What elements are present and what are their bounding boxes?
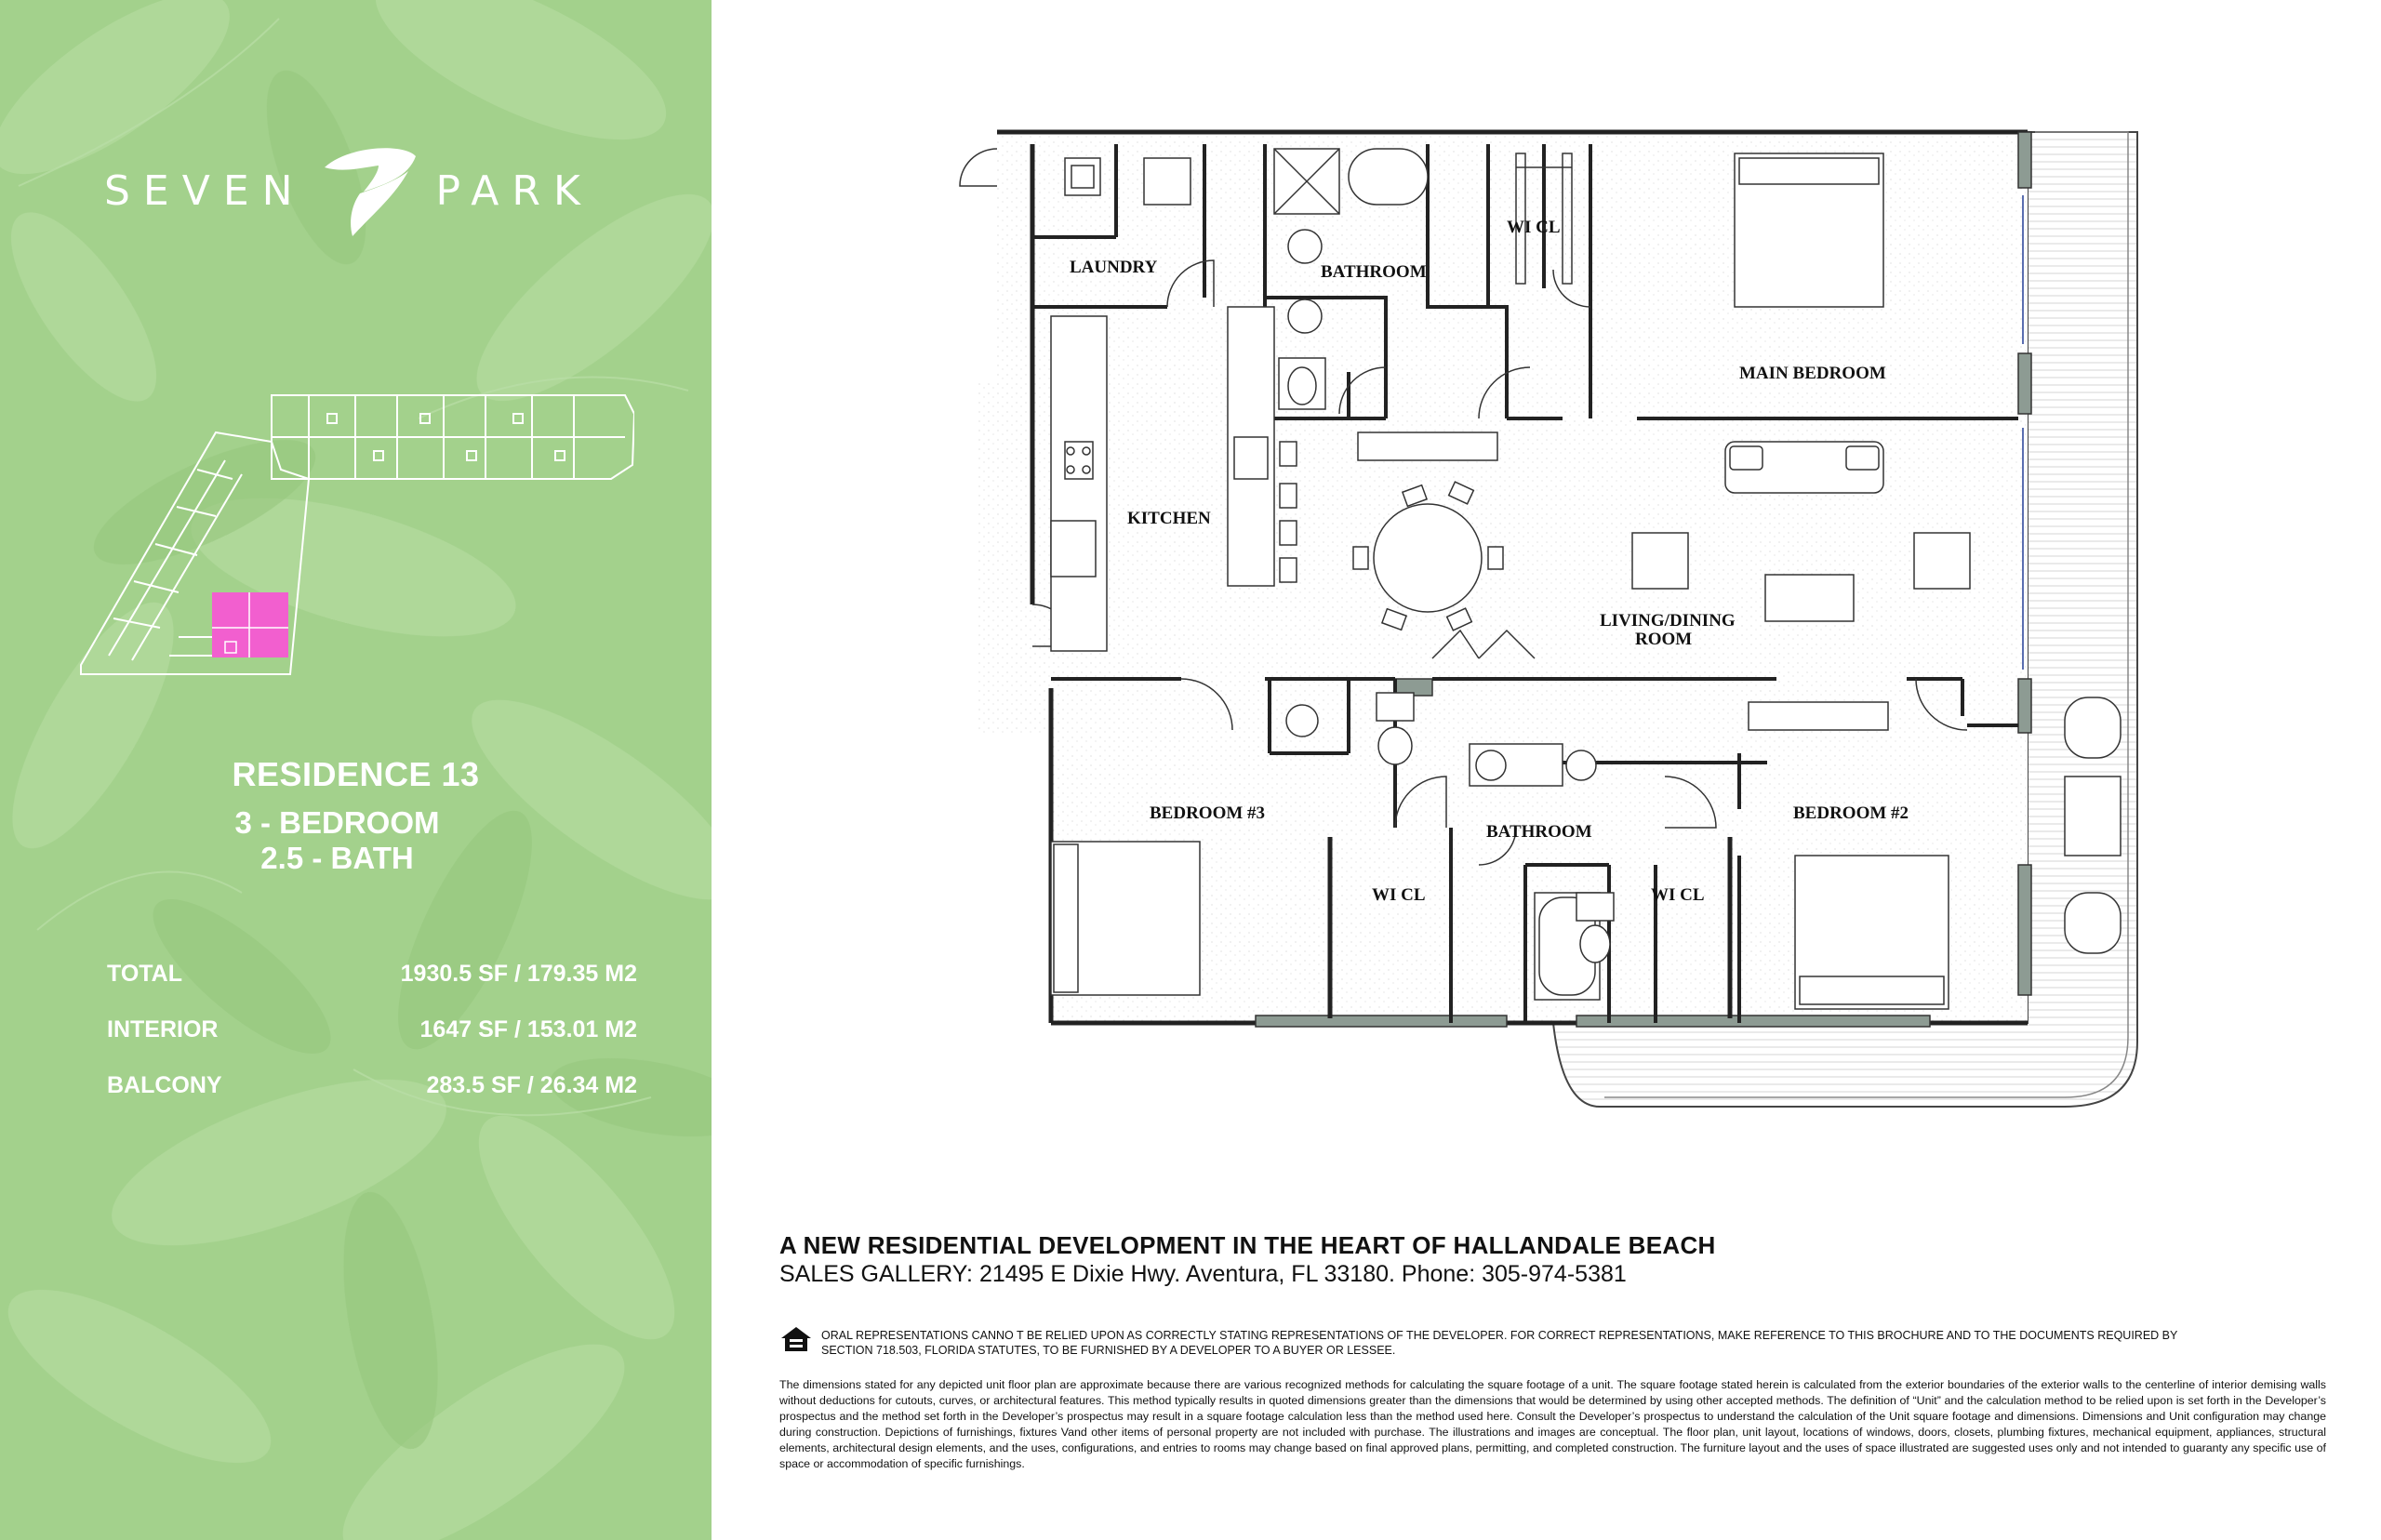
stat-label: TOTAL	[107, 961, 183, 987]
logo-word-left: SEVEN	[104, 166, 306, 215]
room-label-kitchen: KITCHEN	[1127, 509, 1211, 528]
room-label-bathroom-2: BATHROOM	[1486, 822, 1592, 842]
stat-value: 283.5 SF / 26.34 M2	[426, 1072, 637, 1098]
info-panel	[0, 0, 712, 1540]
stat-value: 1647 SF / 153.01 M2	[419, 1016, 637, 1042]
development-headline: A NEW RESIDENTIAL DEVELOPMENT IN THE HEART OF HALLANDALE BEACH	[779, 1231, 1716, 1259]
residence-title: RESIDENCE 13	[232, 755, 480, 793]
square-footage-disclaimer: The dimensions stated for any depicted unit floor plan are approximate because there are various recognized methods for calculating the square footage of a unit. The square footage stated herein is calculated from the exterior boundaries of the exterior walls to the centerline of interior demising walls without deductions for cutouts, curves, or architectural features. This method typically results in quoted dimensions greater than the dimensions that would be determined by using other accepted methods. The definition of “Unit” and the calculation method to be relied upon is set forth in the Developer’s prospectus and the method set forth in the Developer’s prospectus may result in a square footage calculation less than the method used here. Consult the Developer’s prospectus to understand the calculation of the Unit square footage and dimensions. Dimensions and Unit configuration may change during construction. Depictions of furnishings, fixtures Vand other items of personal property are not included with purchase. The illustrations and images are conceptual. The floor plan, unit layout, locations of windows, doors, closets, plumbing fixtures, mechanical equipment, appliances, structural elements, architectural design elements, and the uses, configurations, and entries to rooms may change based on final approved plans, permitting, and completed construction. The furniture layout and the uses of space illustrated are suggested uses only and not intended to guaranty any specific use of space or accommodation of specific furnishings.	[779, 1378, 2326, 1470]
room-label-bedroom-3: BEDROOM #3	[1150, 803, 1266, 823]
floor-plan	[958, 121, 2167, 1144]
bedroom-count: 3 - BEDROOM	[234, 805, 440, 840]
seven-park-logo	[104, 139, 606, 242]
room-label-bathroom: BATHROOM	[1321, 262, 1427, 282]
logo-word-right: PARK	[435, 166, 593, 215]
room-label-living-dining: LIVING/DINING	[1600, 611, 1736, 631]
room-label-wi-cl-main: WI CL	[1507, 218, 1561, 237]
room-label-wi-cl-3: WI CL	[1372, 885, 1426, 905]
stat-label: INTERIOR	[107, 1016, 219, 1042]
room-label-main-bedroom: MAIN BEDROOM	[1739, 364, 1886, 383]
room-label-room: ROOM	[1635, 630, 1693, 649]
equal-housing-icon	[779, 1325, 813, 1353]
sales-gallery-info: SALES GALLERY: 21495 E Dixie Hwy. Aventura, FL 33180. Phone: 305-974-5381	[779, 1261, 1627, 1287]
room-label-wi-cl-2: WI CL	[1651, 885, 1705, 905]
stat-value: 1930.5 SF / 179.35 M2	[400, 961, 637, 987]
room-label-bedroom-2: BEDROOM #2	[1793, 803, 1909, 823]
room-label-laundry: LAUNDRY	[1070, 258, 1158, 277]
leaf-seven-logo-icon	[312, 139, 423, 242]
bath-count: 2.5 - BATH	[260, 841, 414, 875]
residence-13-highlight	[212, 592, 288, 657]
oral-representations-notice: ORAL REPRESENTATIONS CANNO T BE RELIED UPON AS CORRECTLY STATING REPRESENTATIONS OF THE DEVELOPER. FOR CORRECT REPRESENTATIONS, MAKE REFERENCE TO THIS BROCHURE AND TO THE DOCUMENTS REQUIRED BY SECTION 718.503, FLORIDA STATUTES, TO BE FURNISHED BY A DEVELOPER TO A BUYER OR LESSEE.	[821, 1329, 2178, 1357]
building-key-plan	[76, 377, 634, 684]
stat-label: BALCONY	[107, 1072, 222, 1098]
